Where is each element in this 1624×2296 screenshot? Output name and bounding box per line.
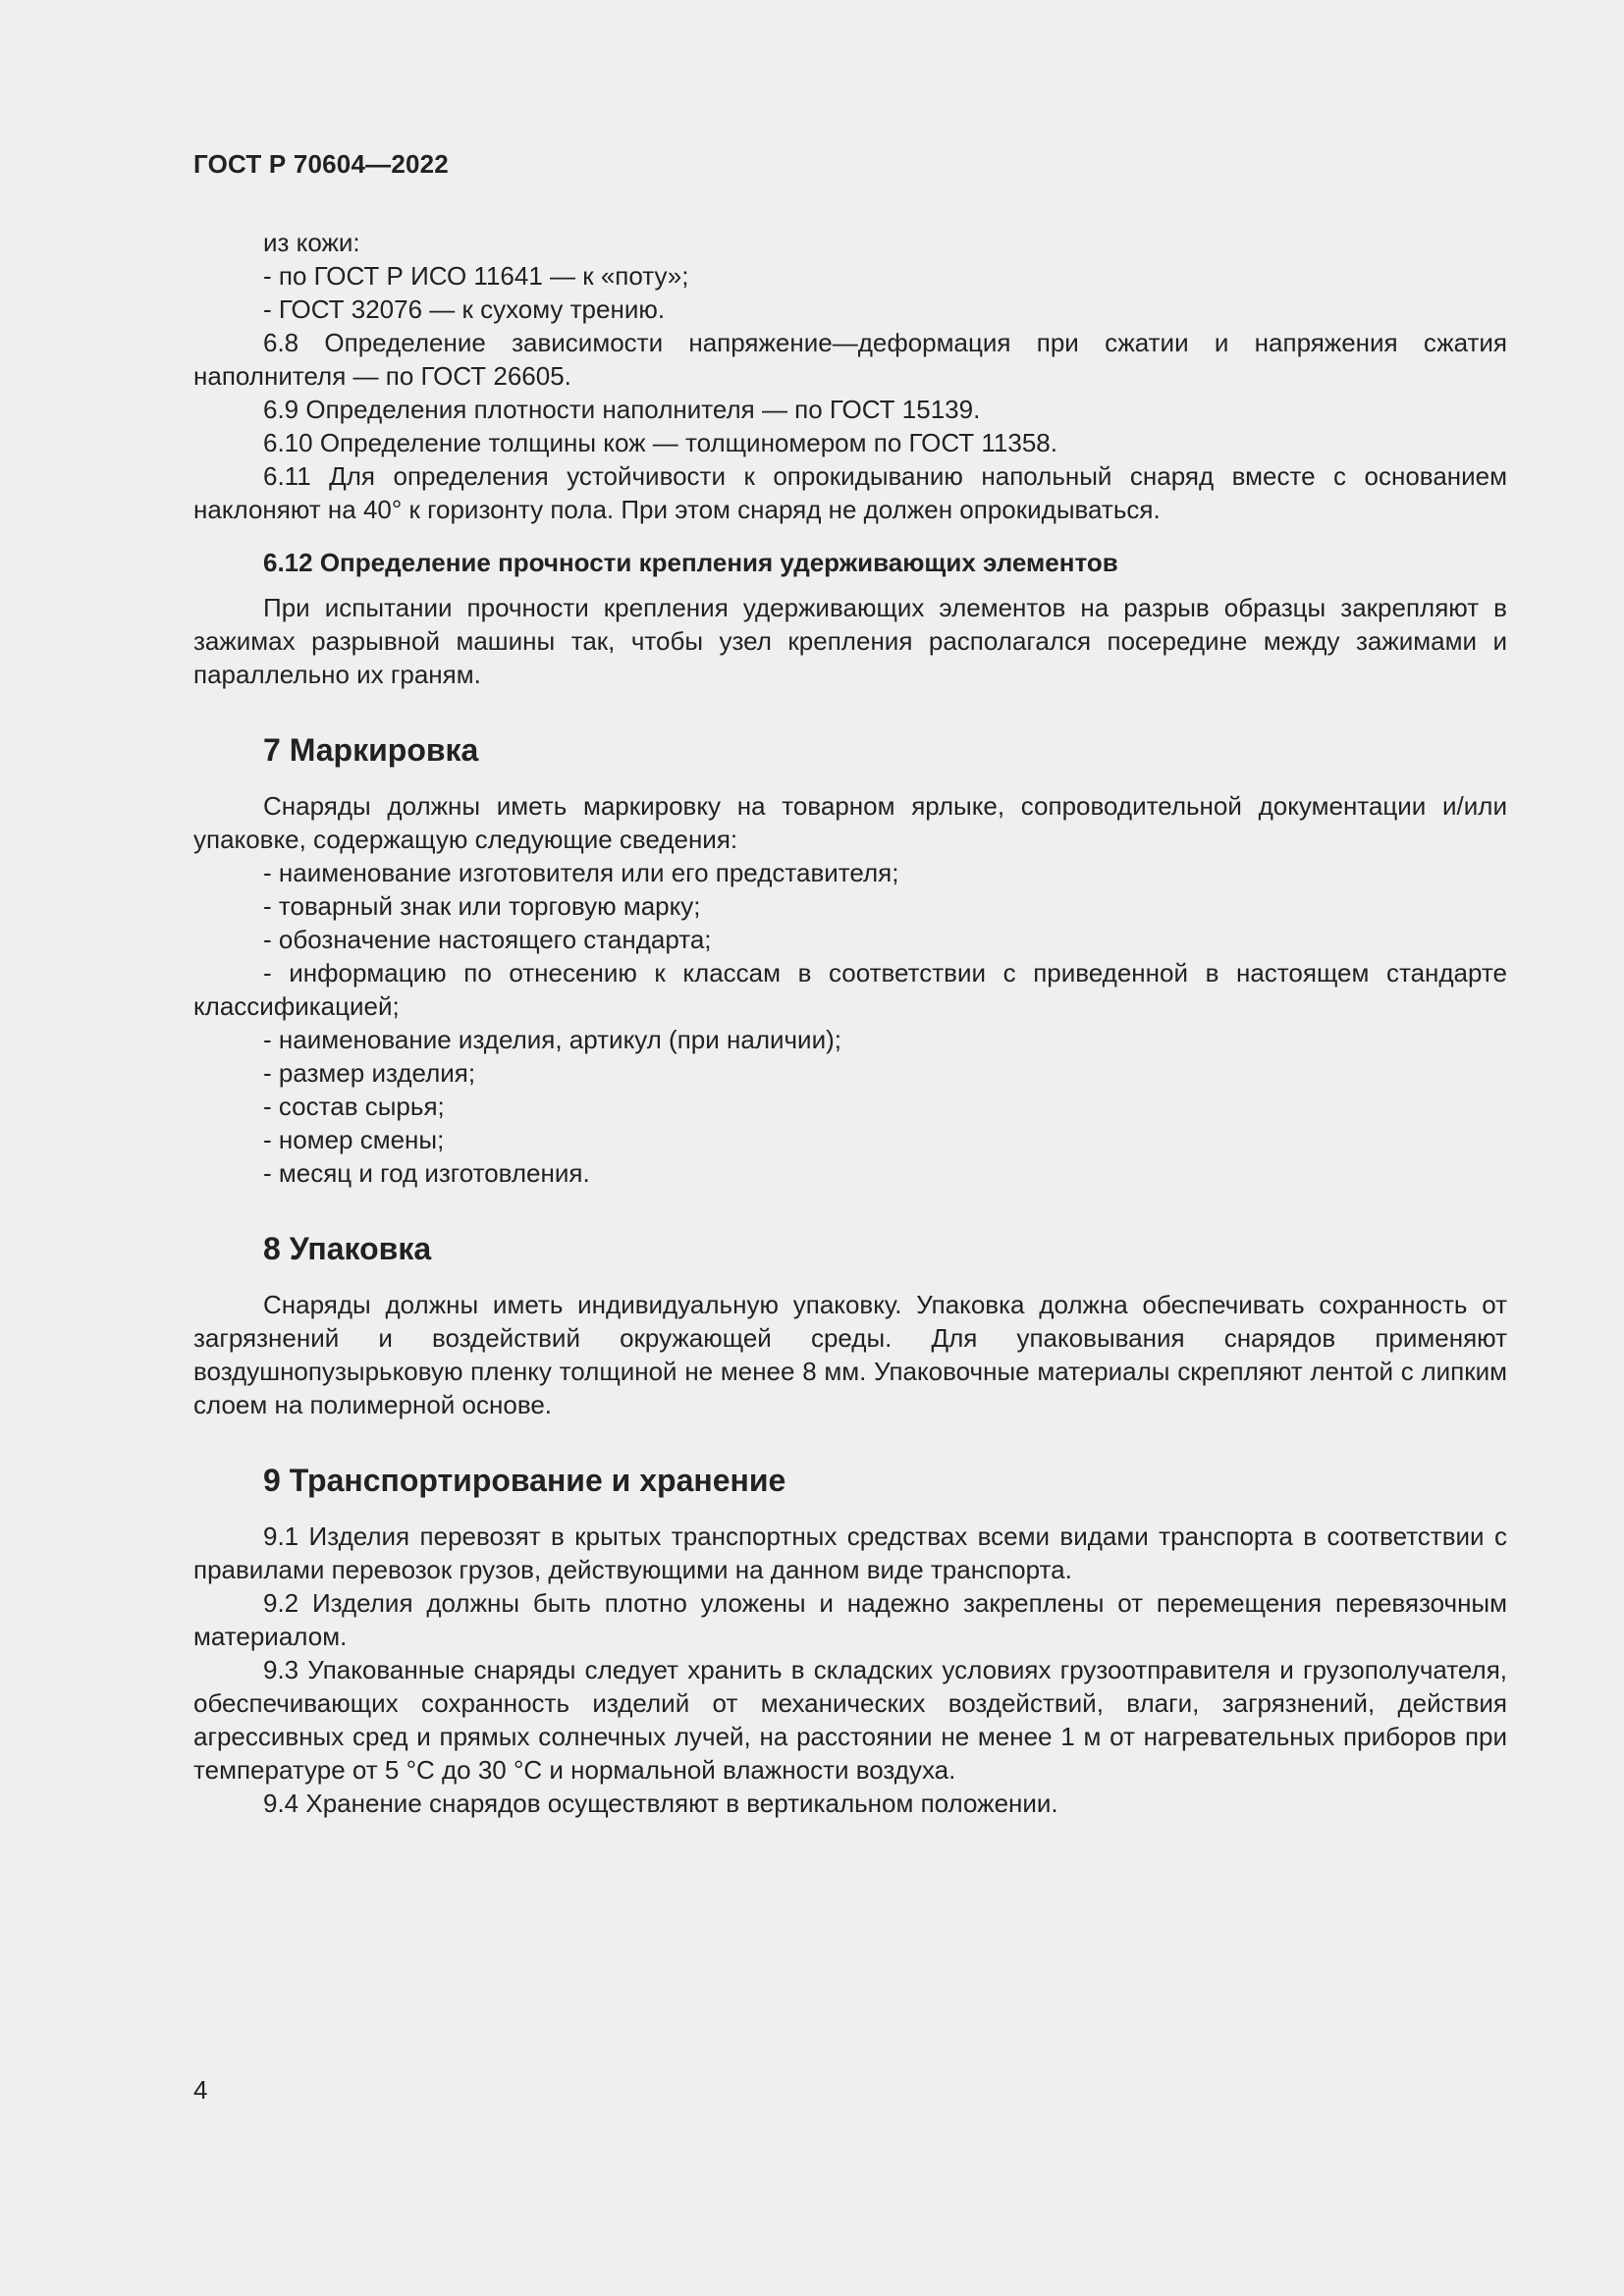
paragraph-6-12: При испытании прочности крепления удерживающих элементов на разрыв образцы закрепляют в зажимах разрывной машины так, чтобы узел крепления располагался посередине между зажимами и параллельно их граням. — [193, 593, 1507, 689]
list-item: - по ГОСТ Р ИСО 11641 — к «поту»; — [263, 261, 689, 291]
section-title-9: 9 Транспортирование и хранение — [263, 1463, 786, 1498]
paragraph-9-1: 9.1 Изделия перевозят в крытых транспортных средствах всеми видами транспорта в соответствии с правилами перевозок грузов, действующими на данном виде транспорта. — [193, 1522, 1507, 1584]
document-body — [193, 226, 1507, 1820]
section-7-intro: Снаряды должны иметь маркировку на товарном ярлыке, сопроводительной документации и/или упаковке, содержащую следующие сведения: — [193, 791, 1507, 854]
paragraph: из кожи: — [263, 228, 360, 257]
list-item: - информацию по отнесению к классам в соответствии с приведенной в настоящем стандарте классификацией; — [193, 958, 1507, 1021]
list-item: - состав сырья; — [263, 1092, 445, 1121]
document-header: ГОСТ Р 70604—2022 — [193, 149, 449, 179]
section-8-text: Снаряды должны иметь индивидуальную упаковку. Упаковка должна обеспечивать сохранность от загрязнений и воздействий окружающей среды. Для упаковывания снарядов применяют воздушнопузырьковую пленку толщиной не менее 8 мм. Упаковочные материалы скрепляют лентой с липким слоем на полимерной основе. — [193, 1290, 1507, 1419]
list-item: - наименование изделия, артикул (при наличии); — [263, 1025, 841, 1054]
paragraph-9-3: 9.3 Упакованные снаряды следует хранить в складских условиях грузоотправителя и грузополучателя, обеспечивающих сохранность изделий от механических воздействий, влаги, загрязнений, действия агрессивных сред и прямых солнечных лучей, на расстоянии не менее 1 м от нагревательных приборов при температуре от 5 °С до 30 °С и нормальной влажности воздуха. — [193, 1655, 1507, 1785]
section-title-8: 8 Упаковка — [263, 1231, 432, 1266]
paragraph-6-9: 6.9 Определения плотности наполнителя — по ГОСТ 15139. — [263, 395, 981, 424]
list-item: - обозначение настоящего стандарта; — [263, 925, 712, 954]
list-item: - товарный знак или торговую марку; — [263, 891, 701, 921]
list-item: - номер смены; — [263, 1125, 445, 1154]
list-item: - месяц и год изготовления. — [263, 1158, 590, 1188]
paragraph-6-10: 6.10 Определение толщины кож — толщиномером по ГОСТ 11358. — [263, 428, 1057, 457]
list-item: - размер изделия; — [263, 1058, 476, 1088]
list-item: - наименование изготовителя или его представителя; — [263, 858, 899, 887]
paragraph-6-11: 6.11 Для определения устойчивости к опрокидыванию напольный снаряд вместе с основанием наклоняют на 40° к горизонту пола. При этом снаряд не должен опрокидываться. — [193, 461, 1507, 524]
subsection-title-6-12: 6.12 Определение прочности крепления удерживающих элементов — [263, 548, 1118, 577]
paragraph-9-4: 9.4 Хранение снарядов осуществляют в вертикальном положении. — [263, 1789, 1058, 1818]
paragraph-6-8: 6.8 Определение зависимости напряжение—деформация при сжатии и напряжения сжатия наполнителя — по ГОСТ 26605. — [193, 328, 1507, 391]
page-number: 4 — [193, 2075, 208, 2105]
paragraph-9-2: 9.2 Изделия должны быть плотно уложены и надежно закреплены от перемещения перевязочным материалом. — [193, 1588, 1507, 1651]
list-item: - ГОСТ 32076 — к сухому трению. — [263, 294, 666, 324]
section-title-7: 7 Маркировка — [263, 732, 479, 768]
